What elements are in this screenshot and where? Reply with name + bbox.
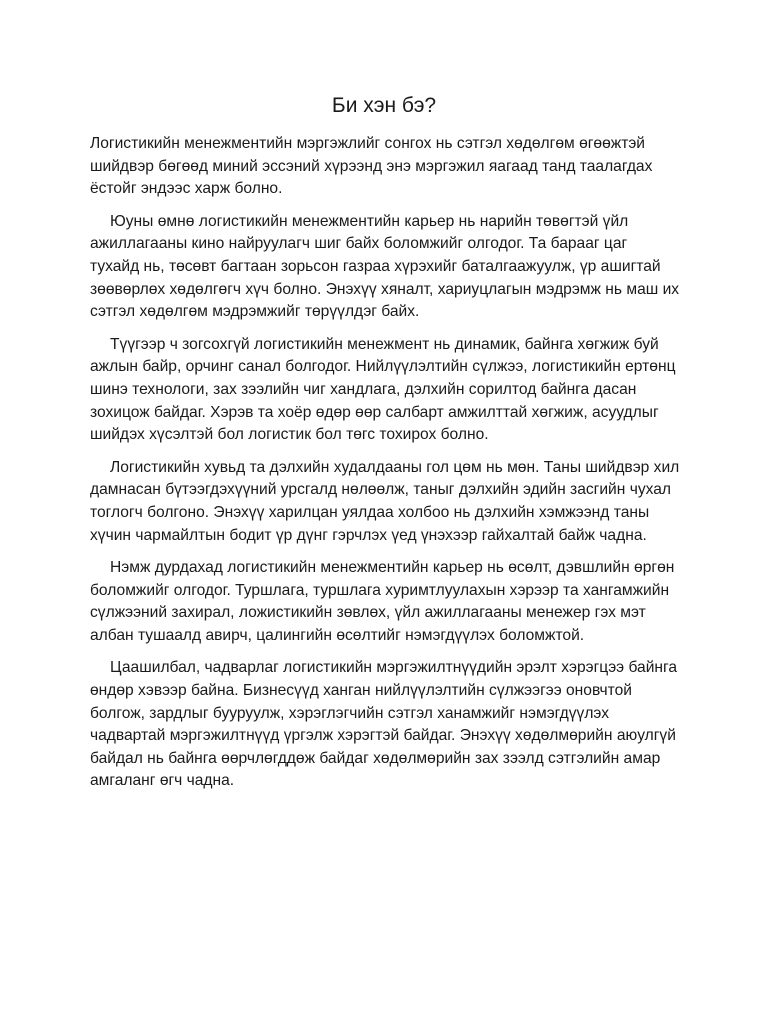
document-body bbox=[90, 133, 680, 803]
page-title: Би хэн бэ? bbox=[331, 94, 437, 117]
paragraph-3: Түүгээр ч зогсохгүй логистикийн менежмент нь динамик, байнга хөгжиж буй ажлын байр, орчинг санал болгодог. Нийлүүлэлтийн сүлжээ, логистикийн ертөнц шинэ технологи, зах зээлийн чиг хандлага, дэлхийн сорилтод байнга дасан зохицож байдаг. Хэрэв та хоёр өдөр өөр салбарт амжилттай хөгжиж, асуудлыг шийдэх хүсэлтэй бол логистик бол төгс тохирох болно. bbox=[90, 335, 676, 444]
paragraph-5: Нэмж дурдахад логистикийн менежментийн карьер нь өсөлт, дэвшлийн өргөн боломжийг олгодог. Туршлага, туршлага хуримтлуулахын хэрээр та хангамжийн сүлжээний захирал, ложистикийн зөвлөх, үйл ажиллагааны менежер гэх мэт албан тушаалд авирч, цалингийн өсөлтийг нэмэгдүүлэх боломжтой. bbox=[90, 559, 675, 644]
paragraph-6: Цаашилбал, чадварлаг логистикийн мэргэжилтнүүдийн эрэлт хэрэгцээ байнга өндөр хэвээр байна. Бизнесүүд ханган нийлүүлэлтийн сүлжээгээ оновчтой болгож, зардлыг бууруулж, хэрэглэгчийн сэтгэл ханамжийг нэмэгдүүлэх чадвартай мэргэжилтнүүд үргэлж хэрэгтэй байдаг. Энэхүү хөдөлмөрийн аюулгүй байдал нь байнга өөрчлөгддөж байдаг хөдөлмөрийн зах зээлд сэтгэлийн амар амгаланг өгч чадна. bbox=[90, 659, 678, 790]
paragraph-1: Логистикийн менежментийн мэргэжлийг сонгох нь сэтгэл хөдөлгөм өгөөжтэй шийдвэр бөгөөд миний эссэний хүрээнд энэ мэргэжил яагаад танд таалагдах ёстойг эндээс харж болно. bbox=[90, 135, 653, 198]
paragraph-2: Юуны өмнө логистикийн менежментийн карьер нь нарийн төвөгтэй үйл ажиллагааны кино найруулагч шиг байх боломжийг олгодог. Та барааг цаг тухайд нь, төсөвт багтаан зорьсон газраа хүрэхийг баталгаажуулж, үр ашигтай зөөвөрлөх хөдөлгөгч хүч болно. Энэхүү хяналт, хариуцлагын мэдрэмж нь маш их сэтгэл хөдөлгөм мэдрэмжийг төрүүлдэг байх. bbox=[90, 212, 680, 321]
paragraph-4: Логистикийн хувьд та дэлхийн худалдааны гол цөм нь мөн. Таны шийдвэр хил дамнасан бүтээгдэхүүний урсгалд нөлөөлж, таныг дэлхийн эдийн засгийн чухал тоглогч болгоно. Энэхүү харилцан уялдаа холбоо нь дэлхийн хэмжээнд таны хүчин чармайлтын бодит үр дүнг гэрчлэх үед үнэхээр гайхалтай байж чадна. bbox=[90, 458, 680, 544]
